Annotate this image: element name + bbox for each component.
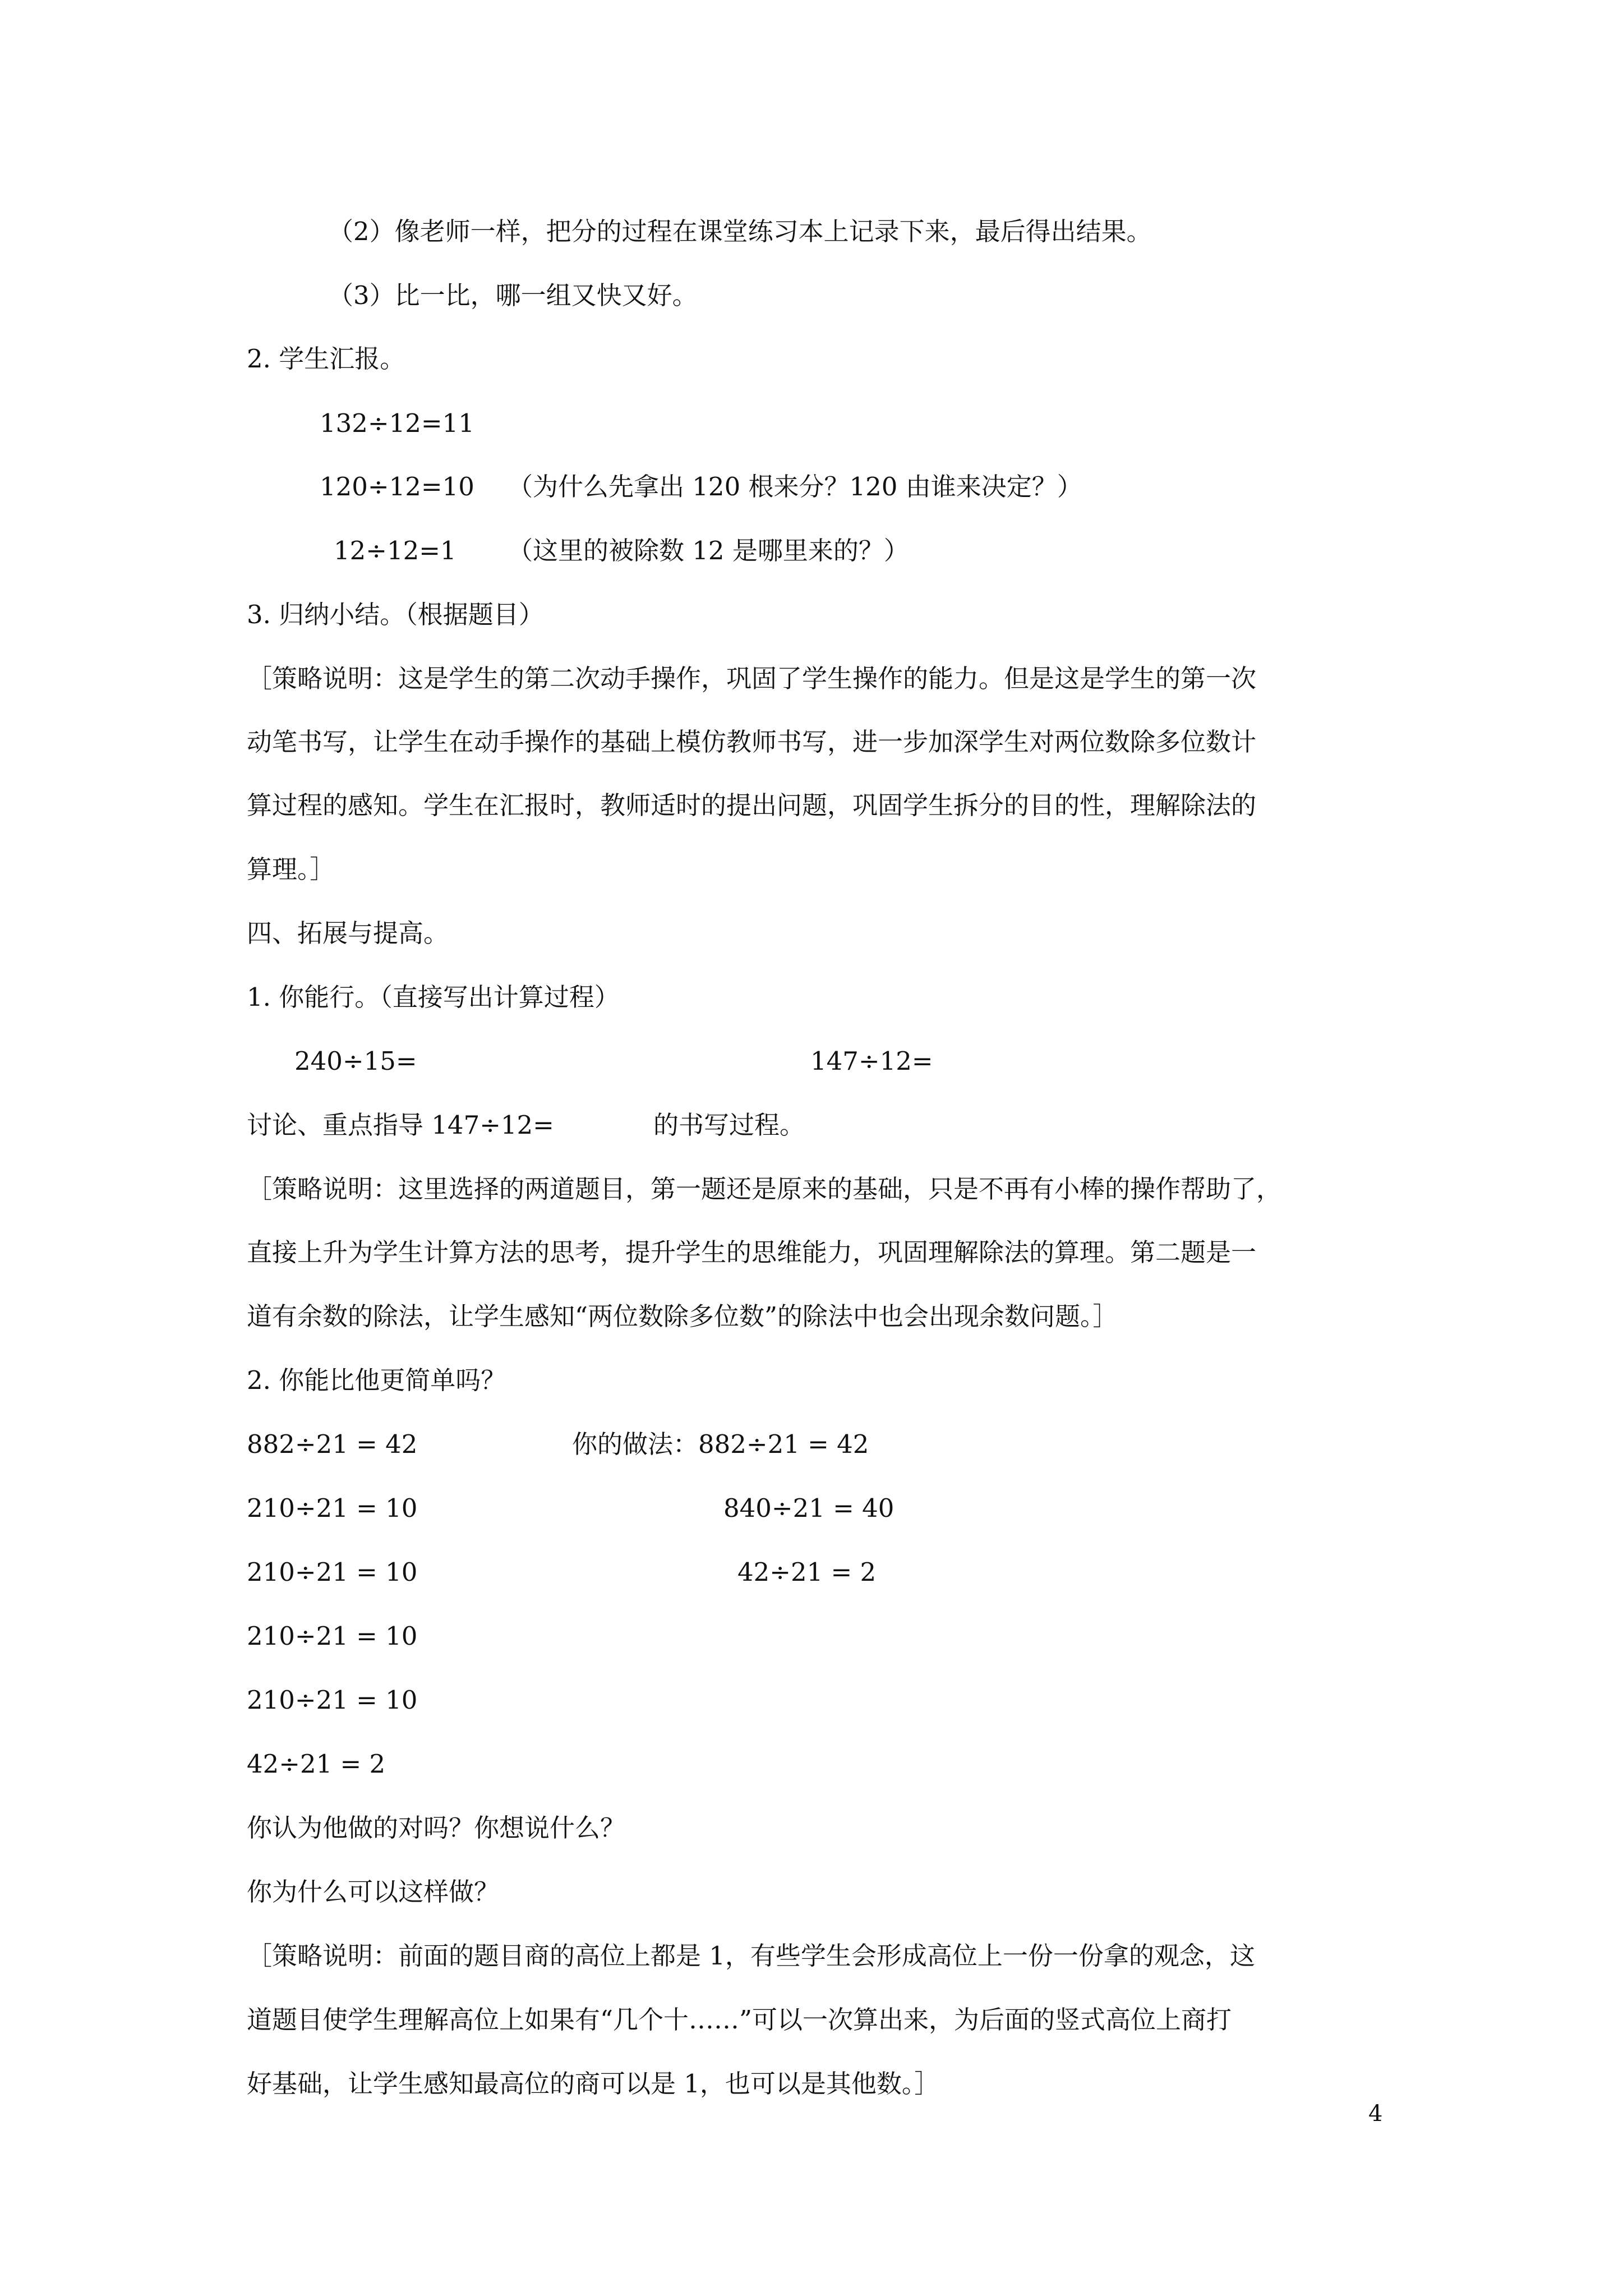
equation-3: 12÷12=1	[334, 536, 457, 565]
strategy-1-line-2: 动笔书写，让学生在动手操作的基础上模仿教师书写，进一步加深学生对两位数除多位数计	[247, 727, 1257, 757]
heading-student-report: 2. 学生汇报。	[247, 344, 405, 374]
strategy-3-line-3: 好基础，让学生感知最高位的商可以是 1，也可以是其他数。］	[247, 2069, 940, 2099]
step-2-text: （2）像老师一样，把分的过程在课堂练习本上记录下来，最后得出结果。	[328, 217, 1152, 246]
step-3-text: （3）比一比，哪一组又快又好。	[328, 280, 698, 310]
calc-line-3: 210÷21 = 10	[247, 1557, 418, 1587]
strategy-3-line-1: ［策略说明：前面的题目商的高位上都是 1，有些学生会形成高位上一份一份拿的观念，这	[247, 1941, 1255, 1971]
heading-simpler: 2. 你能比他更简单吗？	[247, 1365, 506, 1395]
calc-line-4: 210÷21 = 10	[247, 1621, 418, 1651]
discussion-text-a: 讨论、重点指导 147÷12=	[247, 1110, 554, 1140]
your-method-line-1: 你的做法：882÷21 = 42	[572, 1429, 869, 1459]
exercise-2: 147÷12=	[810, 1046, 933, 1076]
calc-line-2: 210÷21 = 10	[247, 1493, 418, 1523]
strategy-1-line-3: 算过程的感知。学生在汇报时，教师适时的提出问题，巩固学生拆分的目的性，理解除法的	[247, 790, 1257, 820]
exercise-1: 240÷15=	[294, 1046, 417, 1076]
calc-line-5: 210÷21 = 10	[247, 1685, 418, 1715]
page-number: 4	[1368, 2101, 1383, 2127]
calc-line-6: 42÷21 = 2	[247, 1749, 386, 1779]
heading-you-can-do-it: 1. 你能行。（直接写出计算过程）	[247, 982, 620, 1012]
strategy-2-line-3: 道有余数的除法，让学生感知“两位数除多位数”的除法中也会出现余数问题。］	[247, 1301, 1118, 1331]
heading-extension: 四、拓展与提高。	[247, 918, 449, 948]
equation-2-note: （为什么先拿出 120 根来分？120 由谁来决定？）	[508, 472, 1082, 501]
strategy-1-line-1: ［策略说明：这是学生的第二次动手操作，巩固了学生操作的能力。但是这是学生的第一次	[247, 664, 1257, 693]
equation-2: 120÷12=10	[320, 472, 474, 501]
heading-summary: 3. 归纳小结。（根据题目）	[247, 600, 544, 629]
strategy-2-line-1: ［策略说明：这里选择的两道题目，第一题还是原来的基础，只是不再有小棒的操作帮助了，	[247, 1174, 1282, 1204]
strategy-1-line-4: 算理。］	[247, 854, 335, 884]
question-correct: 你认为他做的对吗？你想说什么？	[247, 1813, 626, 1843]
your-method-line-3: 42÷21 = 2	[737, 1557, 877, 1587]
equation-3-note: （这里的被除数 12 是哪里来的？）	[508, 536, 909, 565]
strategy-2-line-2: 直接上升为学生计算方法的思考，提升学生的思维能力，巩固理解除法的算理。第二题是一	[247, 1237, 1257, 1267]
equation-1: 132÷12=11	[320, 408, 474, 438]
calc-line-1: 882÷21 = 42	[247, 1429, 418, 1459]
your-method-line-2: 840÷21 = 40	[723, 1493, 895, 1523]
strategy-3-line-2: 道题目使学生理解高位上如果有“几个十……”可以一次算出来，为后面的竖式高位上商打	[247, 2005, 1232, 2035]
discussion-text-b: 的书写过程。	[653, 1110, 805, 1140]
question-why: 你为什么可以这样做？	[247, 1877, 500, 1907]
